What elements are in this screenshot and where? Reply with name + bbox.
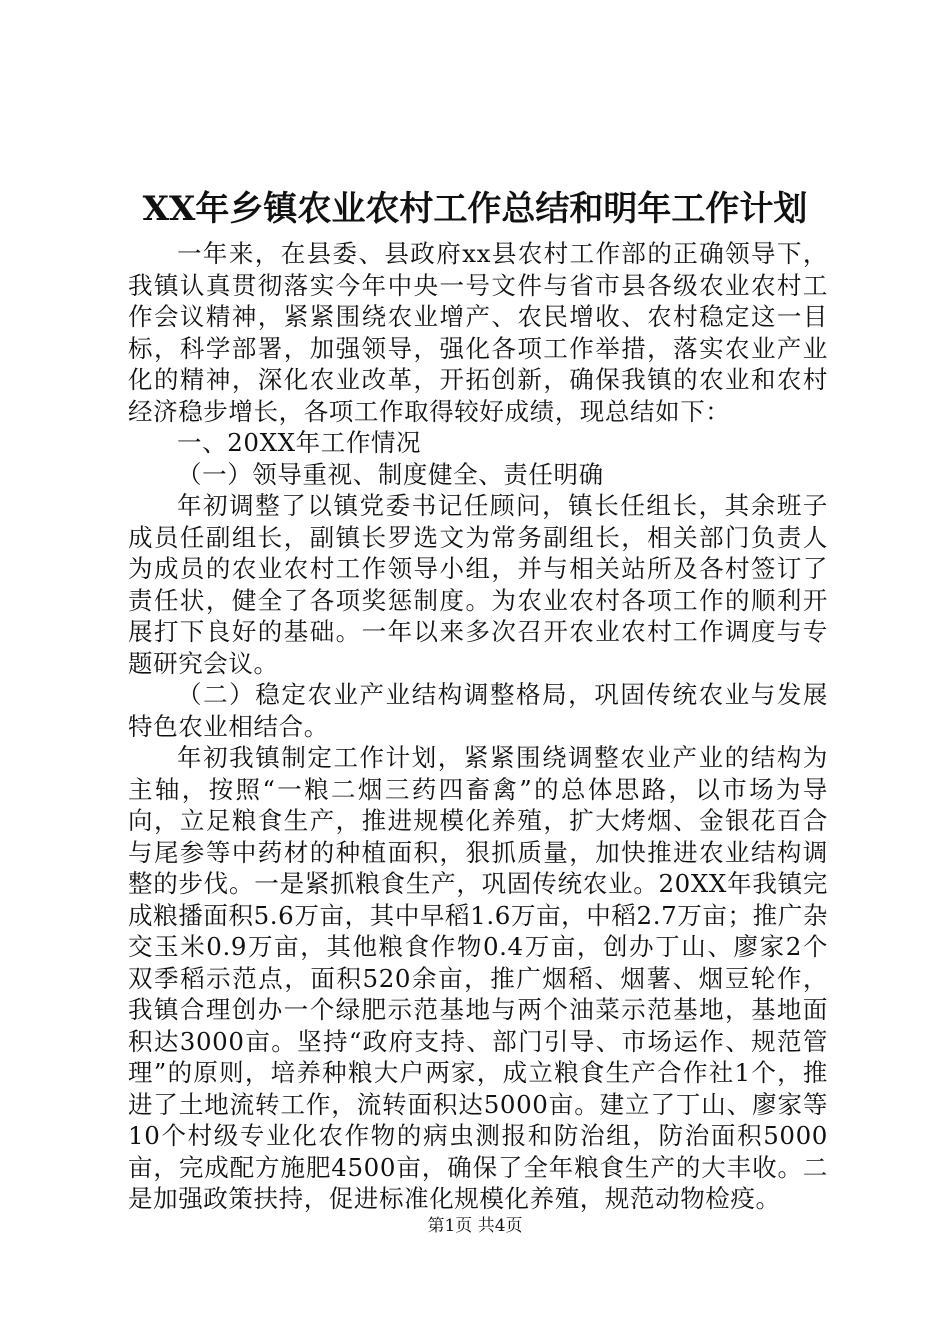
section-heading: 一、20XX年工作情况 xyxy=(177,428,422,457)
paragraph-intro: 一年来，在县委、县政府xx县农村工作部的正确领导下，我镇认真贯彻落实今年中央一号文件与省市县各级农业农村工作会议精神，紧紧围绕农业增产、农民增收、农村稳定这一目标，科学部署，加强领导，强化各项工作举措，落实农业产业化的精神，深化农业改革，开拓创新，确保我镇的农业和农村经济稳步增长，各项工作取得较好成绩，现总结如下： xyxy=(128,239,828,426)
document-body xyxy=(128,238,828,1215)
subsection-heading-1: （一）领导重视、制度健全、责任明确 xyxy=(177,459,604,489)
page-footer: 第1页 共4页 xyxy=(427,1216,523,1236)
paragraph-leadership: 年初调整了以镇党委书记任顾问，镇长任组长，其余班子成员任副组长，副镇长罗选文为常务副组长，相关部门负责人为成员的农业农村工作领导小组，并与相关站所及各村签订了责任状，健全了各项奖惩制度。为农业农村各项工作的顺利开展打下良好的基础。一年以来多次召开农业农村工作调度与专题研究会议。 xyxy=(128,491,828,678)
paragraph-structure: 年初我镇制定工作计划，紧紧围绕调整农业产业的结构为主轴，按照“一粮二烟三药四畜禽”的总体思路，以市场为导向，立足粮食生产，推进规模化养殖，扩大烤烟、金银花百合与尾参等中药材的种植面积，狠抓质量，加快推进农业结构调整的步伐。一是紧抓粮食生产，巩固传统农业。20XX年我镇完成粮播面积5.6万亩，其中早稻1.6万亩，中稻2.7万亩；推广杂交玉米0.9万亩，其他粮食作物0.4万亩，创办丁山、廖家2个双季稻示范点，面积520余亩，推广烟稻、烟薯、烟豆轮作，我镇合理创办一个绿肥示范基地与两个油菜示范基地，基地面积达3000亩。坚持“政府支持、部门引导、市场运作、规范管理”的原则，培养种粮大户两家，成立粮食生产合作社1个，推进了土地流转工作，流转面积达5000亩。建立了丁山、廖家等10个村级专业化农作物的病虫测报和防治组，防治面积5000亩，完成配方施肥4500亩，确保了全年粮食生产的大丰收。二是加强政策扶持，促进标准化规模化养殖，规范动物检疫。 xyxy=(128,743,828,1213)
document-title: XX年乡镇农业农村工作总结和明年工作计划 xyxy=(142,189,808,229)
subsection-heading-2: （二）稳定农业产业结构调整格局，巩固传统农业与发展特色农业相结合。 xyxy=(128,680,828,741)
